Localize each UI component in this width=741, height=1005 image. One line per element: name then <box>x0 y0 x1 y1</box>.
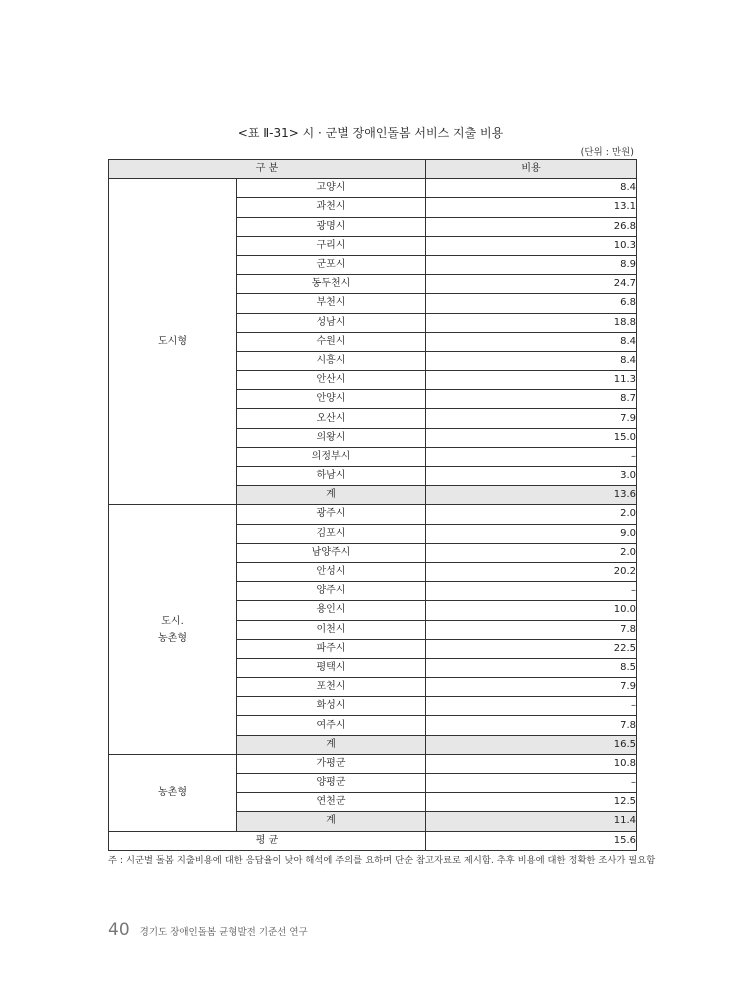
group-label: 농촌형 <box>109 754 237 831</box>
city-name: 남양주시 <box>237 543 426 562</box>
city-name: 연천군 <box>237 793 426 812</box>
city-name: 성남시 <box>237 313 426 332</box>
city-name: 안양시 <box>237 390 426 409</box>
cost-value: 7.9 <box>426 678 637 697</box>
city-name: 화성시 <box>237 697 426 716</box>
cost-value: 10.0 <box>426 601 637 620</box>
cost-value: 20.2 <box>426 562 637 581</box>
header-category: 구 분 <box>109 160 426 179</box>
average-row <box>109 831 637 850</box>
table-row <box>109 754 637 773</box>
cost-value: 10.8 <box>426 754 637 773</box>
cost-value: 2.0 <box>426 505 637 524</box>
city-name: 이천시 <box>237 620 426 639</box>
city-name: 광주시 <box>237 505 426 524</box>
cost-value: 10.3 <box>426 236 637 255</box>
table-body <box>109 179 637 851</box>
city-name: 파주시 <box>237 639 426 658</box>
subtotal-label: 계 <box>237 735 426 754</box>
city-name: 수원시 <box>237 332 426 351</box>
cost-value: 9.0 <box>426 524 637 543</box>
cost-value: 15.0 <box>426 428 637 447</box>
cost-value: – <box>426 582 637 601</box>
city-name: 오산시 <box>237 409 426 428</box>
cost-value: 24.7 <box>426 275 637 294</box>
city-name: 시흥시 <box>237 351 426 370</box>
page-footer <box>108 920 308 940</box>
table-title: <표 Ⅱ-31> 시 · 군별 장애인돌봄 서비스 지출 비용 <box>237 126 504 140</box>
cost-table <box>108 159 637 851</box>
subtotal-label: 계 <box>237 486 426 505</box>
cost-value: 13.1 <box>426 198 637 217</box>
unit-label: (단위 : 만원) <box>580 147 634 158</box>
subtotal-value: 13.6 <box>426 486 637 505</box>
city-name: 김포시 <box>237 524 426 543</box>
city-name: 군포시 <box>237 255 426 274</box>
cost-value: 7.9 <box>426 409 637 428</box>
cost-value: 8.4 <box>426 351 637 370</box>
average-value: 15.6 <box>426 831 637 850</box>
cost-value: 8.4 <box>426 179 637 198</box>
average-label: 평 균 <box>109 831 426 850</box>
table-row <box>109 179 637 198</box>
cost-value: 8.5 <box>426 658 637 677</box>
cost-value: 7.8 <box>426 716 637 735</box>
subtotal-value: 11.4 <box>426 812 637 831</box>
cost-value: 18.8 <box>426 313 637 332</box>
city-name: 과천시 <box>237 198 426 217</box>
cost-value: 3.0 <box>426 467 637 486</box>
cost-value: – <box>426 447 637 466</box>
city-name: 양평군 <box>237 774 426 793</box>
cost-value: 8.7 <box>426 390 637 409</box>
table-row <box>109 505 637 524</box>
cost-value: 12.5 <box>426 793 637 812</box>
city-name: 의왕시 <box>237 428 426 447</box>
header-cost: 비용 <box>426 160 637 179</box>
city-name: 동두천시 <box>237 275 426 294</box>
city-name: 하남시 <box>237 467 426 486</box>
cost-value: 26.8 <box>426 217 637 236</box>
cost-value: 11.3 <box>426 371 637 390</box>
table-header-row <box>109 160 637 179</box>
city-name: 의정부시 <box>237 447 426 466</box>
cost-value: 8.9 <box>426 255 637 274</box>
city-name: 용인시 <box>237 601 426 620</box>
cost-value: 7.8 <box>426 620 637 639</box>
city-name: 포천시 <box>237 678 426 697</box>
city-name: 광명시 <box>237 217 426 236</box>
city-name: 구리시 <box>237 236 426 255</box>
cost-value: 2.0 <box>426 543 637 562</box>
cost-value: – <box>426 697 637 716</box>
city-name: 안성시 <box>237 562 426 581</box>
footnote: 주 : 시군별 돌봄 지출비용에 대한 응답율이 낮아 해석에 주의를 요하며 단순 참고자료로 제시함. 추후 비용에 대한 정확한 조사가 필요함 <box>108 855 656 866</box>
cost-value: 22.5 <box>426 639 637 658</box>
city-name: 안산시 <box>237 371 426 390</box>
page-number: 40 <box>108 920 130 940</box>
subtotal-label: 계 <box>237 812 426 831</box>
cost-value: 8.4 <box>426 332 637 351</box>
city-name: 여주시 <box>237 716 426 735</box>
city-name: 가평군 <box>237 754 426 773</box>
city-name: 고양시 <box>237 179 426 198</box>
city-name: 평택시 <box>237 658 426 677</box>
group-label: 도시형 <box>109 179 237 505</box>
city-name: 양주시 <box>237 582 426 601</box>
cost-value: 6.8 <box>426 294 637 313</box>
book-title: 경기도 장애인돌봄 균형발전 기준선 연구 <box>139 927 308 938</box>
subtotal-value: 16.5 <box>426 735 637 754</box>
group-label: 도시. 농촌형 <box>109 505 237 754</box>
city-name: 부천시 <box>237 294 426 313</box>
cost-value: – <box>426 774 637 793</box>
